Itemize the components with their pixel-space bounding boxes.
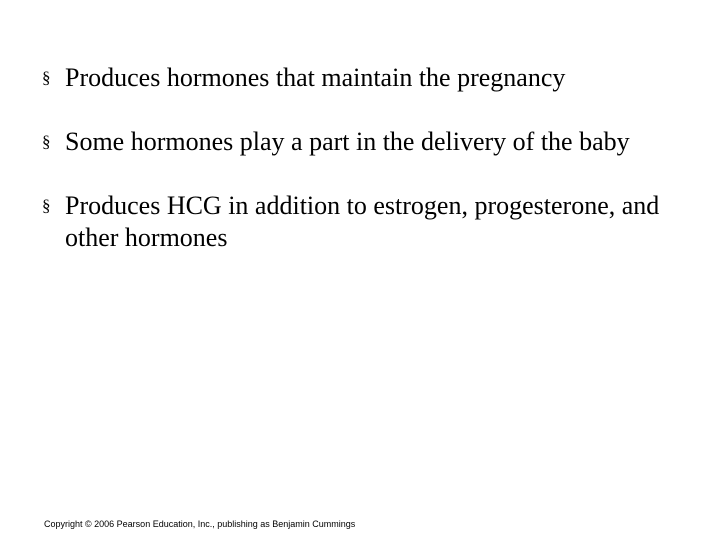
bullet-marker-icon: § [42, 196, 51, 215]
bullet-marker-icon: § [42, 132, 51, 151]
bullet-text: Produces hormones that maintain the pregnancy [65, 63, 566, 92]
bullet-list [42, 62, 682, 286]
copyright-notice: Copyright © 2006 Pearson Education, Inc., publishing as Benjamin Cummings [44, 519, 356, 529]
bullet-text: Some hormones play a part in the delivery of the baby [65, 127, 630, 156]
bullet-item [42, 126, 682, 158]
bullet-item [42, 62, 682, 94]
bullet-marker-icon: § [42, 68, 51, 87]
bullet-text: Produces HCG in addition to estrogen, progesterone, and other hormones [65, 191, 660, 252]
bullet-item [42, 190, 682, 254]
